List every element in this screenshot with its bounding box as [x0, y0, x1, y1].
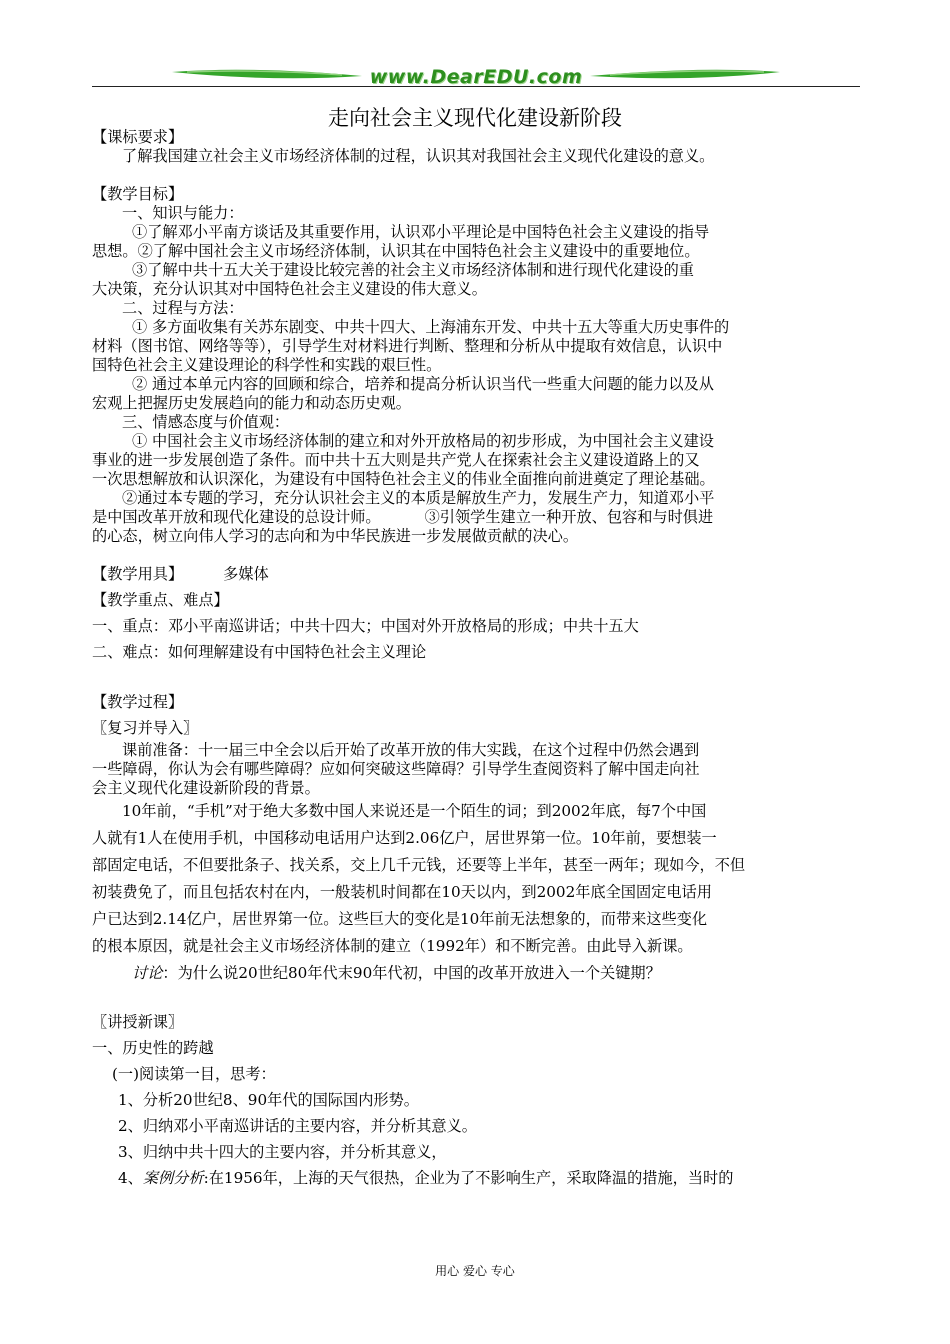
- subheading-emotion: 三、情感态度与价值观：: [122, 413, 290, 431]
- paragraph-line: 材料（图书馆、网络等等），引导学生对材料进行判断、整理和分析从中提取有效信息，认识中: [92, 337, 723, 355]
- section-heading-mubiao: 【教学目标】: [92, 185, 184, 203]
- paragraph-line: 大决策，充分认识其对中国特色社会主义建设的伟大意义。: [92, 280, 487, 298]
- discussion-question: [92, 960, 862, 987]
- page-footer: 用心 爱心 专心: [435, 1264, 515, 1278]
- list-item: 1、分析20世纪8、90年代的国际国内形势。: [118, 1091, 419, 1109]
- paragraph-line: 的根本原因，就是社会主义市场经济体制的建立（1992年）和不断完善。由此导入新课。: [92, 937, 693, 955]
- discussion-label: 讨论: [132, 964, 163, 982]
- document-body: [92, 128, 862, 1191]
- section-heading-yongju: [92, 561, 862, 587]
- discussion-text: ：为什么说20世纪80年代末90年代初，中国的改革开放进入一个关键期？: [162, 964, 661, 982]
- paragraph-line: 思想。②了解中国社会主义市场经济体制，认识其在中国特色社会主义建设中的重要地位。: [92, 242, 700, 260]
- paragraph-line: [92, 508, 862, 527]
- section-heading-guocheng: 【教学过程】: [92, 693, 184, 711]
- paragraph-line: 一次思想解放和认识深化，为建设有中国特色社会主义的伟业全面推向前进奠定了理论基础。: [92, 470, 715, 488]
- paragraph-line: ① 中国社会主义市场经济体制的建立和对外开放格局的初步形成，为中国社会主义建设: [132, 432, 714, 450]
- section-heading-kebiao: 【课标要求】: [92, 128, 184, 146]
- topic-heading: 一、历史性的跨越: [92, 1039, 214, 1057]
- paragraph-line: 人就有1人在使用手机，中国移动电话用户达到2.06亿户，居世界第一位。10年前，要想装一: [92, 829, 717, 847]
- subsection-heading: 〖复习并导入〗: [92, 719, 199, 737]
- list-number: 4、: [118, 1169, 143, 1187]
- paragraph-line: ③了解中共十五大关于建设比较完善的社会主义市场经济体制和进行现代化建设的重: [132, 261, 694, 279]
- subheading-knowledge: 一、知识与能力：: [122, 204, 244, 222]
- list-item: [92, 1165, 862, 1191]
- paragraph-line: ② 通过本单元内容的回顾和综合，培养和提高分析认识当代一些重大问题的能力以及从: [132, 375, 714, 393]
- paragraph-line: 课前准备：十一届三中全会以后开始了改革开放的伟大实践，在这个过程中仍然会遇到: [122, 741, 700, 759]
- paragraph-segment: 是中国改革开放和现代化建设的总设计师。: [92, 508, 381, 526]
- paragraph-line: 部固定电话，不但要批条子、找关系，交上几千元钱，还要等上半年，甚至一两年；现如今，不但: [92, 856, 746, 874]
- paragraph-line: 事业的进一步发展创造了条件。而中共十五大则是共产党人在探索社会主义建设道路上的又: [92, 451, 700, 469]
- paragraph-line: 一些障碍，你认为会有哪些障碍？应如何突破这些障碍？引导学生查阅资料了解中国走向社: [92, 760, 700, 778]
- paragraph-line: 10年前，“手机”对于绝大多数中国人来说还是一个陌生的词；到2002年底，每7个中国: [122, 802, 707, 820]
- paragraph-line: 户已达到2.14亿户，居世界第一位。这些巨大的变化是10年前无法想象的，而带来这些变化: [92, 910, 708, 928]
- heading-value: 多媒体: [223, 565, 269, 583]
- paragraph-line: ①了解邓小平南方谈话及其重要作用，认识邓小平理论是中国特色社会主义建设的指导: [132, 223, 710, 241]
- case-label: 案例分析: [142, 1169, 204, 1187]
- paragraph-line: 初装费免了，而且包括农村在内，一般装机时间都在10天以内，到2002年底全国固定电话用: [92, 883, 712, 901]
- paragraph-line: 宏观上把握历史发展趋向的能力和动态历史观。: [92, 394, 411, 412]
- paragraph-line: 的心态，树立向伟人学习的志向和为中华民族进一步发展做贡献的决心。: [92, 527, 578, 545]
- site-banner: [92, 58, 860, 94]
- list-item: (一)阅读第一目，思考：: [112, 1065, 276, 1083]
- paragraph-line: ① 多方面收集有关苏东剧变、中共十四大、上海浦东开发、中共十五大等重大历史事件的: [132, 318, 730, 336]
- section-heading-xinke: 〖讲授新课〗: [92, 1013, 184, 1031]
- header-divider: [92, 86, 860, 87]
- heading-label: 【教学用具】: [92, 565, 184, 583]
- difficult-points: 二、难点：如何理解建设有中国特色社会主义理论: [92, 643, 427, 661]
- paragraph-segment: ③引领学生建立一种开放、包容和与时俱进: [424, 508, 714, 526]
- paragraph: 了解我国建立社会主义市场经济体制的过程，认识其对我国社会主义现代化建设的意义。: [122, 147, 715, 165]
- case-text: :在1956年，上海的天气很热，企业为了不影响生产，采取降温的措施，当时的: [203, 1169, 734, 1187]
- paragraph-line: 会主义现代化建设新阶段的背景。: [92, 779, 320, 797]
- subheading-process: 二、过程与方法：: [122, 299, 244, 317]
- list-item: 3、归纳中共十四大的主要内容，并分析其意义，: [118, 1143, 447, 1161]
- site-logo-text[interactable]: www.DearEDU.com: [369, 66, 583, 88]
- key-points: 一、重点：邓小平南巡讲话；中共十四大；中国对外开放格局的形成；中共十五大: [92, 617, 639, 635]
- document-title: 走向社会主义现代化建设新阶段: [328, 106, 622, 130]
- paragraph-line: ②通过本专题的学习，充分认识社会主义的本质是解放生产力，发展生产力，知道邓小平: [122, 489, 715, 507]
- list-item: 2、归纳邓小平南巡讲话的主要内容，并分析其意义。: [118, 1117, 477, 1135]
- section-heading-zhongnan: 【教学重点、难点】: [92, 591, 229, 609]
- paragraph-line: 国特色社会主义建设理论的科学性和实践的艰巨性。: [92, 356, 442, 374]
